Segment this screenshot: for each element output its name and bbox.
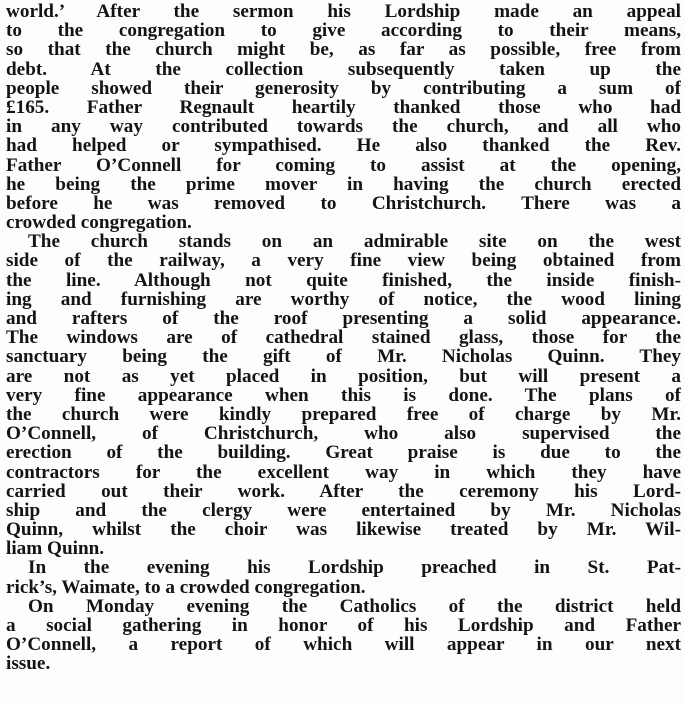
article-column xyxy=(6,2,681,674)
text-line: Quinn, whilst the choir was likewise treated by Mr. Wil- xyxy=(6,520,681,540)
text-line: side of the railway, a very fine view being obtained from xyxy=(6,251,681,271)
text-line: liam Quinn. xyxy=(6,539,105,559)
text-line: crowded congregation. xyxy=(6,213,192,233)
text-line: he being the prime mover in having the church erected xyxy=(6,174,681,194)
text-line: before he was removed to Christchurch. There was a xyxy=(6,193,681,214)
text-line: a social gathering in honor of his Lordship and Father xyxy=(6,616,681,636)
text-line: debt. At the collection subsequently taken up the xyxy=(6,59,681,79)
text-line: sanctuary being the gift of Mr. Nicholas Quinn. They xyxy=(6,347,681,367)
text-line: ing and furnishing are worthy of notice, the wood lining xyxy=(6,289,681,309)
text-line: ship and the clergy were entertained by Mr. Nicholas xyxy=(6,500,681,521)
text-line: contractors for the excellent way in which they have xyxy=(6,462,681,482)
paragraph-sermon-appeal xyxy=(6,2,681,232)
text-line: rick’s, Waimate, to a crowded congregation. xyxy=(6,577,366,597)
text-line: In the evening his Lordship preached in St. Pat- xyxy=(28,558,681,578)
text-line: On Monday evening the Catholics of the district held xyxy=(28,596,681,616)
text-line: the line. Although not quite finished, the inside finish- xyxy=(6,270,681,290)
text-line: carried out their work. After the ceremony his Lord- xyxy=(6,481,681,501)
paragraph-social-gathering xyxy=(6,597,681,674)
text-line: so that the church might be, as far as possible, free from xyxy=(6,40,681,60)
text-line: O’Connell, a report of which will appear in our next xyxy=(6,635,681,655)
text-line: people showed their generosity by contributing a sum of xyxy=(6,78,681,98)
paragraph-evening-sermon xyxy=(6,558,681,596)
text-line: erection of the building. Great praise is due to the xyxy=(6,443,681,463)
text-line: £165. Father Regnault heartily thanked those who had xyxy=(6,97,681,118)
text-line: to the congregation to give according to their means, xyxy=(6,21,681,41)
text-line: the church were kindly prepared free of charge by Mr. xyxy=(6,404,681,425)
text-line: world.’ After the sermon his Lordship made an appeal xyxy=(6,2,681,22)
text-line: are not as yet placed in position, but will present a xyxy=(6,366,681,386)
text-line: Father O’Connell for coming to assist at the opening, xyxy=(6,155,681,175)
text-line: The church stands on an admirable site on the west xyxy=(28,232,681,252)
text-line: The windows are of cathedral stained glass, those for the xyxy=(6,328,681,348)
text-line: had helped or sympathised. He also thanked the Rev. xyxy=(6,136,681,156)
text-line: in any way contributed towards the church, and all who xyxy=(6,117,681,137)
paragraph-church-description xyxy=(6,232,681,558)
text-line: and rafters of the roof presenting a solid appearance. xyxy=(6,309,681,329)
text-line: issue. xyxy=(6,654,51,674)
text-line: very fine appearance when this is done. The plans of xyxy=(6,385,681,405)
text-line: O’Connell, of Christchurch, who also supervised the xyxy=(6,424,681,444)
